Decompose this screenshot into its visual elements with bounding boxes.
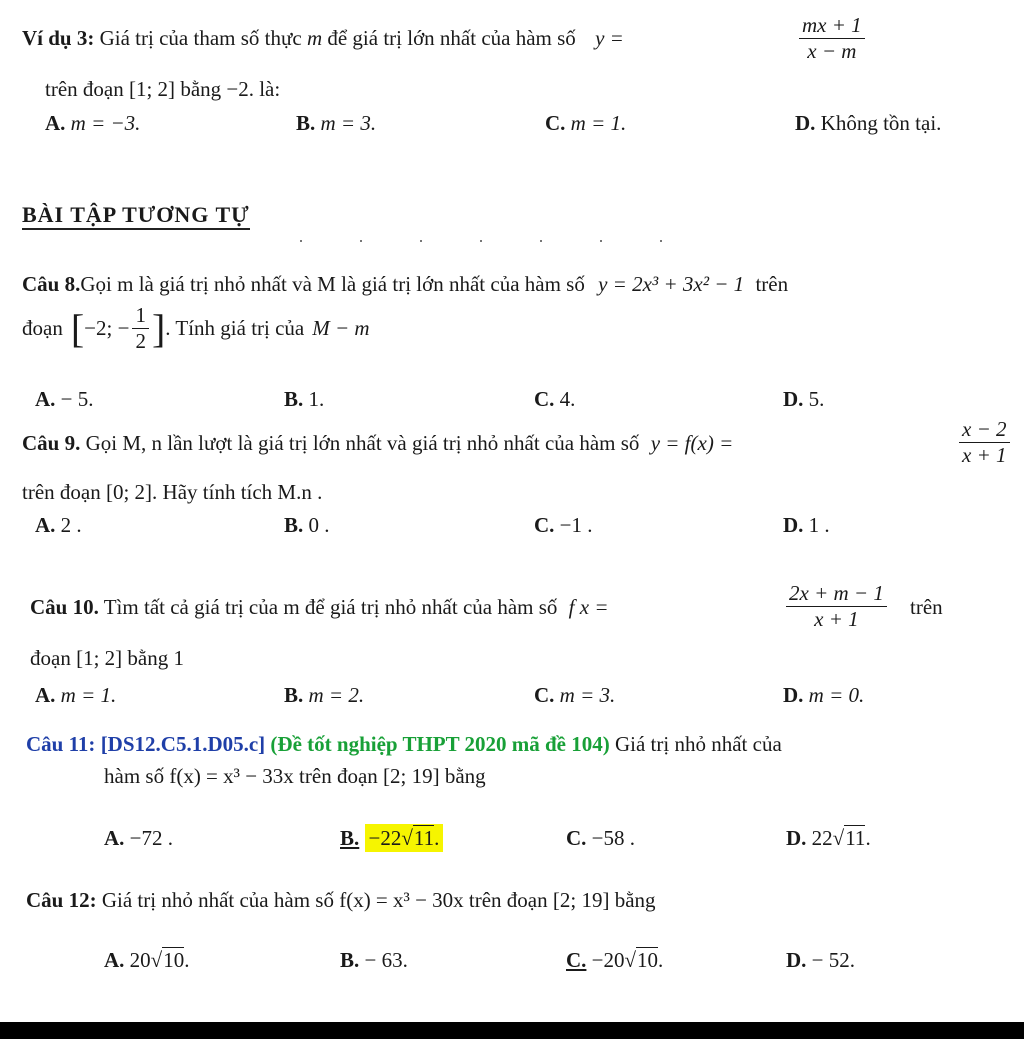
q12-option-b bbox=[340, 950, 408, 971]
q8-interval-num: 1 bbox=[132, 305, 149, 329]
q12-option-d bbox=[786, 950, 855, 971]
q12-line1 bbox=[26, 890, 656, 911]
q8-expr: M − m bbox=[312, 316, 370, 340]
option-label: D. bbox=[783, 387, 804, 411]
q9-fraction bbox=[959, 419, 1010, 466]
option-text: 4. bbox=[559, 387, 576, 411]
example3-func-num: mx + 1 bbox=[799, 15, 865, 39]
option-label: B. bbox=[340, 948, 360, 972]
example3-fraction bbox=[799, 15, 865, 62]
section-title: BÀI TẬP TƯƠNG TỰ bbox=[22, 204, 250, 226]
option-text: m = 2. bbox=[308, 683, 365, 707]
option-text: 2 . bbox=[60, 513, 82, 537]
q11-source: (Đề tốt nghiệp THPT 2020 mã đề 104) bbox=[270, 732, 610, 756]
option-text: −22 bbox=[368, 826, 402, 850]
option-label: C. bbox=[534, 513, 555, 537]
example3-func-den: x − m bbox=[807, 39, 857, 63]
example3-var-m: m bbox=[306, 26, 323, 50]
option-text: −1 . bbox=[559, 513, 593, 537]
option-label: D. bbox=[786, 948, 807, 972]
option-label: D. bbox=[795, 111, 816, 135]
q9-func-num: x − 2 bbox=[959, 419, 1010, 443]
q10-label: Câu 10. bbox=[30, 595, 99, 619]
q8-line1 bbox=[22, 274, 788, 295]
option-label: C. bbox=[534, 683, 555, 707]
q9-option-c bbox=[534, 515, 593, 536]
q8-bracket-open: [ bbox=[70, 305, 85, 351]
section-divider bbox=[300, 240, 720, 242]
option-text: m = 1. bbox=[570, 111, 627, 135]
option-text: m = 3. bbox=[320, 111, 377, 135]
sqrt-radicand: 11 bbox=[413, 826, 435, 850]
example3-option-c bbox=[545, 113, 626, 134]
option-text: 0 . bbox=[308, 513, 330, 537]
option-label: B. bbox=[284, 513, 304, 537]
example3-label: Ví dụ 3: bbox=[22, 26, 95, 50]
option-punct: . bbox=[184, 948, 190, 972]
q10-option-d bbox=[783, 685, 864, 706]
q8-interval-den: 2 bbox=[135, 329, 146, 353]
q8-line2-a: đoạn bbox=[22, 316, 63, 340]
q11-line2: hàm số f(x) = x³ − 33x trên đoạn [2; 19] bằng bbox=[104, 764, 486, 788]
option-text: 1 . bbox=[808, 513, 830, 537]
q11-option-d: D. 22√11. bbox=[786, 826, 871, 850]
option-label: A. bbox=[35, 683, 56, 707]
q9-option-b bbox=[284, 515, 330, 536]
q11-line1 bbox=[26, 734, 782, 755]
q8-text: Gọi m là giá trị nhỏ nhất và M là giá trị lớn nhất của hàm số bbox=[80, 272, 585, 296]
option-label: C. bbox=[545, 111, 566, 135]
option-label: B. bbox=[284, 387, 304, 411]
q11-option-c bbox=[566, 828, 635, 849]
q10-line1 bbox=[30, 597, 609, 618]
example3-func-lhs: y = bbox=[595, 26, 624, 50]
example3-line2-text: trên đoạn bbox=[45, 77, 124, 101]
sqrt-radicand: 10 bbox=[637, 948, 659, 972]
option-text: −20 bbox=[591, 948, 625, 972]
option-label: B. bbox=[296, 111, 316, 135]
option-label: B. bbox=[340, 826, 360, 850]
option-text: −58 . bbox=[591, 826, 636, 850]
option-label: C. bbox=[566, 948, 587, 972]
option-label: D. bbox=[783, 513, 804, 537]
option-punct: . bbox=[865, 826, 871, 850]
option-text: m = −3. bbox=[70, 111, 141, 135]
option-punct: . bbox=[658, 948, 664, 972]
q11-option-b bbox=[340, 828, 443, 849]
option-text: m = 1. bbox=[60, 683, 117, 707]
q8-bracket-close: ] bbox=[151, 305, 166, 351]
option-text: 5. bbox=[808, 387, 825, 411]
q11-text: Giá trị nhỏ nhất của bbox=[614, 732, 782, 756]
example3-option-b bbox=[296, 113, 376, 134]
example3-interval: [1; 2] bbox=[128, 77, 176, 101]
q10-line2: đoạn [1; 2] bằng 1 bbox=[30, 646, 184, 670]
q12-option-c: C. −20√10. bbox=[566, 948, 664, 972]
q12-label: Câu 12: bbox=[26, 888, 97, 912]
q8-text-end: trên bbox=[755, 272, 789, 296]
q9-label: Câu 9. bbox=[22, 431, 81, 455]
q9-text: Gọi M, n lần lượt là giá trị lớn nhất và giá trị nhỏ nhất của hàm số bbox=[85, 431, 640, 455]
option-label: C. bbox=[566, 826, 587, 850]
q9-line1 bbox=[22, 433, 733, 454]
option-text: 22 bbox=[811, 826, 833, 850]
q10-option-a bbox=[35, 685, 116, 706]
option-text: 20 bbox=[129, 948, 151, 972]
q8-label: Câu 8. bbox=[22, 272, 81, 296]
q11-answer-highlight: −22√11. bbox=[365, 824, 444, 852]
example3-option-a bbox=[45, 113, 140, 134]
option-text: Không tồn tại. bbox=[820, 111, 942, 135]
option-label: C. bbox=[534, 387, 555, 411]
example3-line1 bbox=[22, 28, 624, 49]
q11-label: Câu 11: bbox=[26, 732, 96, 756]
q12-option-a: A. 20√10. bbox=[104, 948, 190, 972]
q8-line2 bbox=[22, 305, 370, 352]
q8-option-b bbox=[284, 389, 324, 410]
option-label: A. bbox=[45, 111, 66, 135]
q8-option-d bbox=[783, 389, 824, 410]
bottom-black-bar bbox=[0, 1022, 1024, 1039]
q9-func-lhs: y = f(x) = bbox=[650, 431, 734, 455]
q8-func: y = 2x³ + 3x² − 1 bbox=[598, 272, 745, 296]
option-label: A. bbox=[35, 513, 56, 537]
option-punct: . bbox=[434, 826, 440, 850]
q11-option-a bbox=[104, 828, 173, 849]
q8-interval-fraction bbox=[132, 305, 149, 352]
q9-line2: trên đoạn [0; 2]. Hãy tính tích M.n . bbox=[22, 480, 323, 504]
sqrt-radicand: 10 bbox=[163, 948, 185, 972]
option-label: A. bbox=[35, 387, 56, 411]
q10-func-den: x + 1 bbox=[814, 607, 859, 631]
option-label: A. bbox=[104, 826, 125, 850]
q8-interval: −2; − bbox=[84, 316, 130, 340]
q10-fraction bbox=[786, 583, 887, 630]
option-label: A. bbox=[104, 948, 125, 972]
example3-text: Giá trị của tham số thực bbox=[99, 26, 302, 50]
option-text: − 52. bbox=[811, 948, 856, 972]
option-label: D. bbox=[783, 683, 804, 707]
example3-line2-end: bằng −2. là: bbox=[180, 77, 281, 101]
option-text: −72 . bbox=[129, 826, 174, 850]
q10-func-lhs: f x = bbox=[568, 595, 609, 619]
option-text: 1. bbox=[308, 387, 325, 411]
q9-option-d bbox=[783, 515, 830, 536]
example3-line2 bbox=[45, 79, 280, 100]
q10-func-num: 2x + m − 1 bbox=[786, 583, 887, 607]
example3-option-d bbox=[795, 113, 941, 134]
q10-text: Tìm tất cả giá trị của m để giá trị nhỏ nhất của hàm số bbox=[103, 595, 558, 619]
q12-text: Giá trị nhỏ nhất của hàm số f(x) = x³ − 30x trên đoạn [2; 19] bằng bbox=[101, 888, 656, 912]
q8-line2-b: . Tính giá trị của bbox=[165, 316, 305, 340]
option-label: B. bbox=[284, 683, 304, 707]
option-text: m = 3. bbox=[559, 683, 616, 707]
option-text: − 63. bbox=[364, 948, 408, 972]
example3-text2: để giá trị lớn nhất của hàm số bbox=[327, 26, 576, 50]
sqrt-radicand: 11 bbox=[845, 826, 866, 850]
option-text: − 5. bbox=[60, 387, 94, 411]
q9-func-den: x + 1 bbox=[962, 443, 1007, 467]
q10-text-end: trên bbox=[910, 595, 943, 619]
q10-option-b bbox=[284, 685, 364, 706]
q8-option-a bbox=[35, 389, 94, 410]
q8-option-c bbox=[534, 389, 575, 410]
q11-code: [DS12.C5.1.D05.c] bbox=[100, 732, 266, 756]
option-text: m = 0. bbox=[808, 683, 865, 707]
option-label: D. bbox=[786, 826, 807, 850]
q9-option-a bbox=[35, 515, 82, 536]
q10-option-c bbox=[534, 685, 615, 706]
